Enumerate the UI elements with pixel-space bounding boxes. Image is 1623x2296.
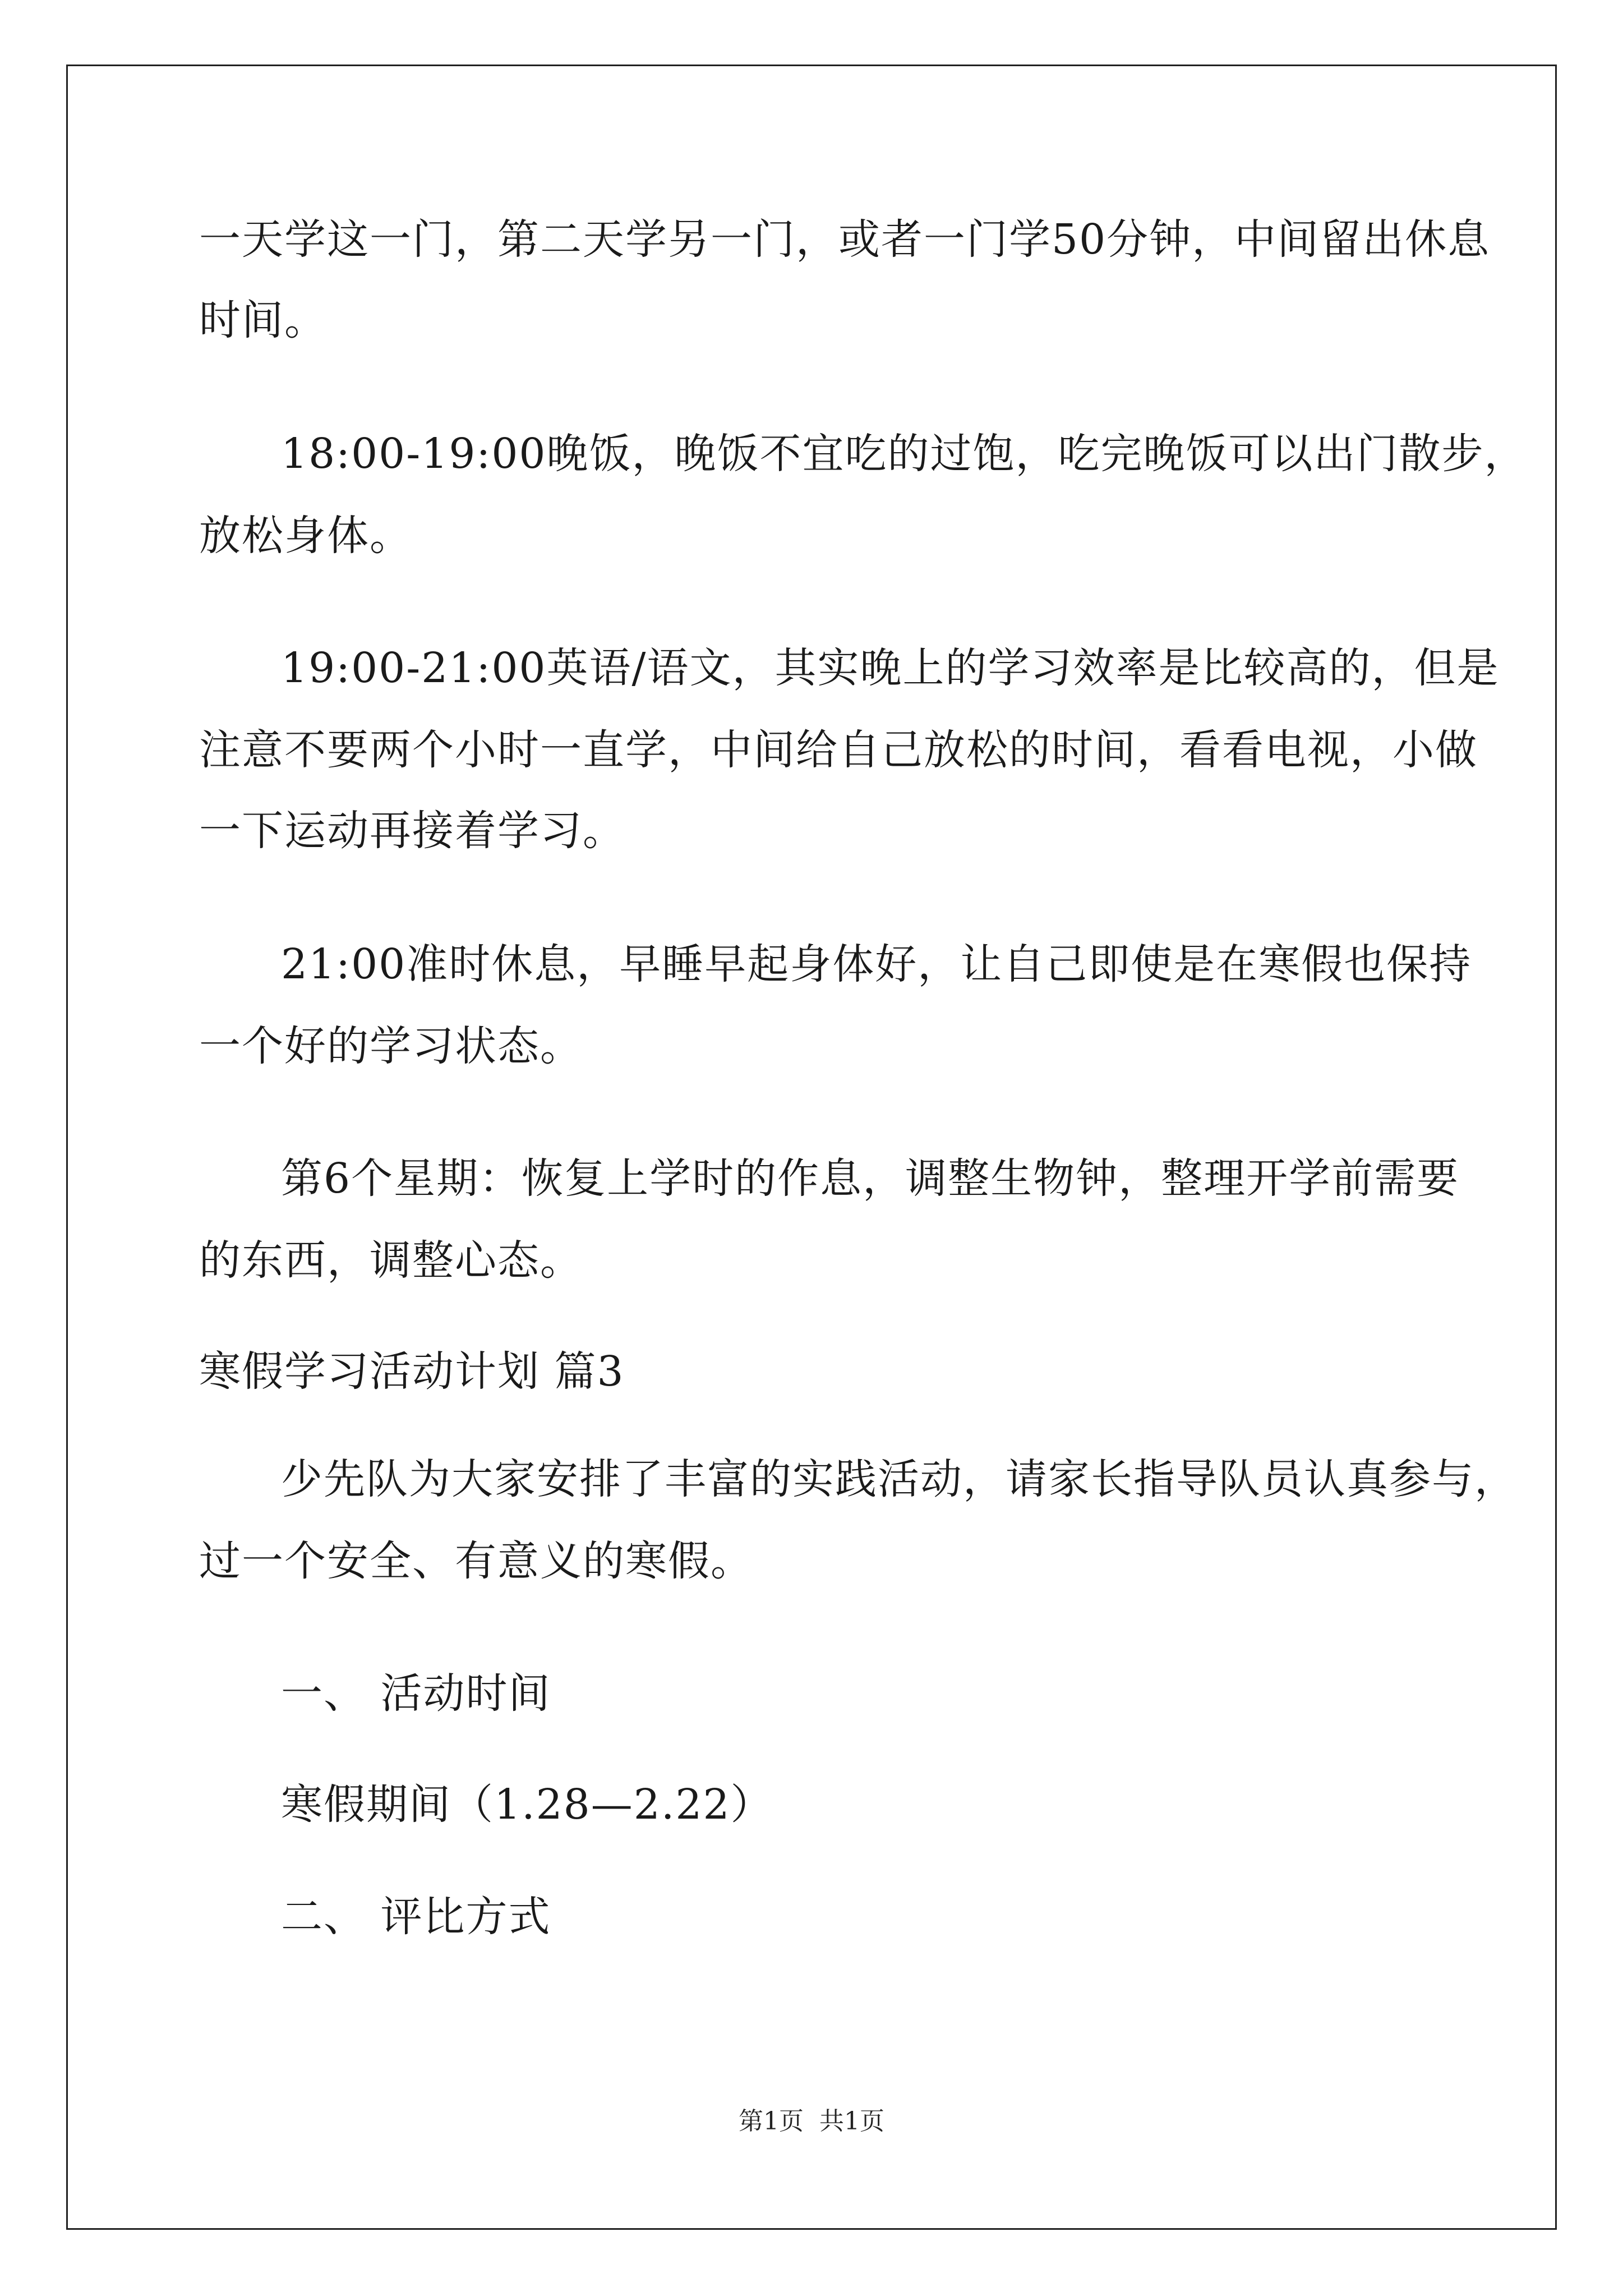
text-line: 寒假期间（1.28—2.22） (281, 1780, 773, 1829)
text-line: 时间。 (199, 296, 327, 344)
text-line: 一个好的学习状态。 (199, 1022, 583, 1070)
text-line: 18:00-19:00晚饭，晚饭不宜吃的过饱，吃完晚饭可以出门散步， (281, 430, 1527, 478)
text-line: 第6个星期：恢复上学时的作息，调整生物钟，整理开学前需要 (281, 1154, 1460, 1203)
text-line: 少先队为大家安排了丰富的实践活动，请家长指导队员认真参与， (281, 1455, 1517, 1503)
text-line: 过一个安全、有意义的寒假。 (199, 1537, 753, 1585)
page-number: 第1页 (739, 2107, 804, 2136)
list-item: 二、 评比方式 (281, 1893, 551, 1941)
page-footer (0, 2109, 1623, 2134)
text-line: 的东西，调整心态。 (199, 1236, 583, 1285)
text-line: 放松身体。 (199, 512, 412, 560)
section-heading: 寒假学习活动计划 篇3 (199, 1347, 625, 1396)
text-line: 21:00准时休息，早睡早起身体好，让自己即使是在寒假也保持 (281, 940, 1472, 988)
list-item: 一、 活动时间 (281, 1669, 551, 1718)
total-pages: 共1页 (819, 2107, 884, 2136)
text-line: 19:00-21:00英语/语文，其实晚上的学习效率是比较高的，但是 (281, 644, 1500, 692)
text-line: 一天学这一门，第二天学另一门，或者一门学50分钟，中间留出休息 (199, 215, 1491, 264)
text-line: 注意不要两个小时一直学，中间给自己放松的时间，看看电视，小做 (199, 726, 1478, 774)
text-line: 一下运动再接着学习。 (199, 807, 625, 855)
